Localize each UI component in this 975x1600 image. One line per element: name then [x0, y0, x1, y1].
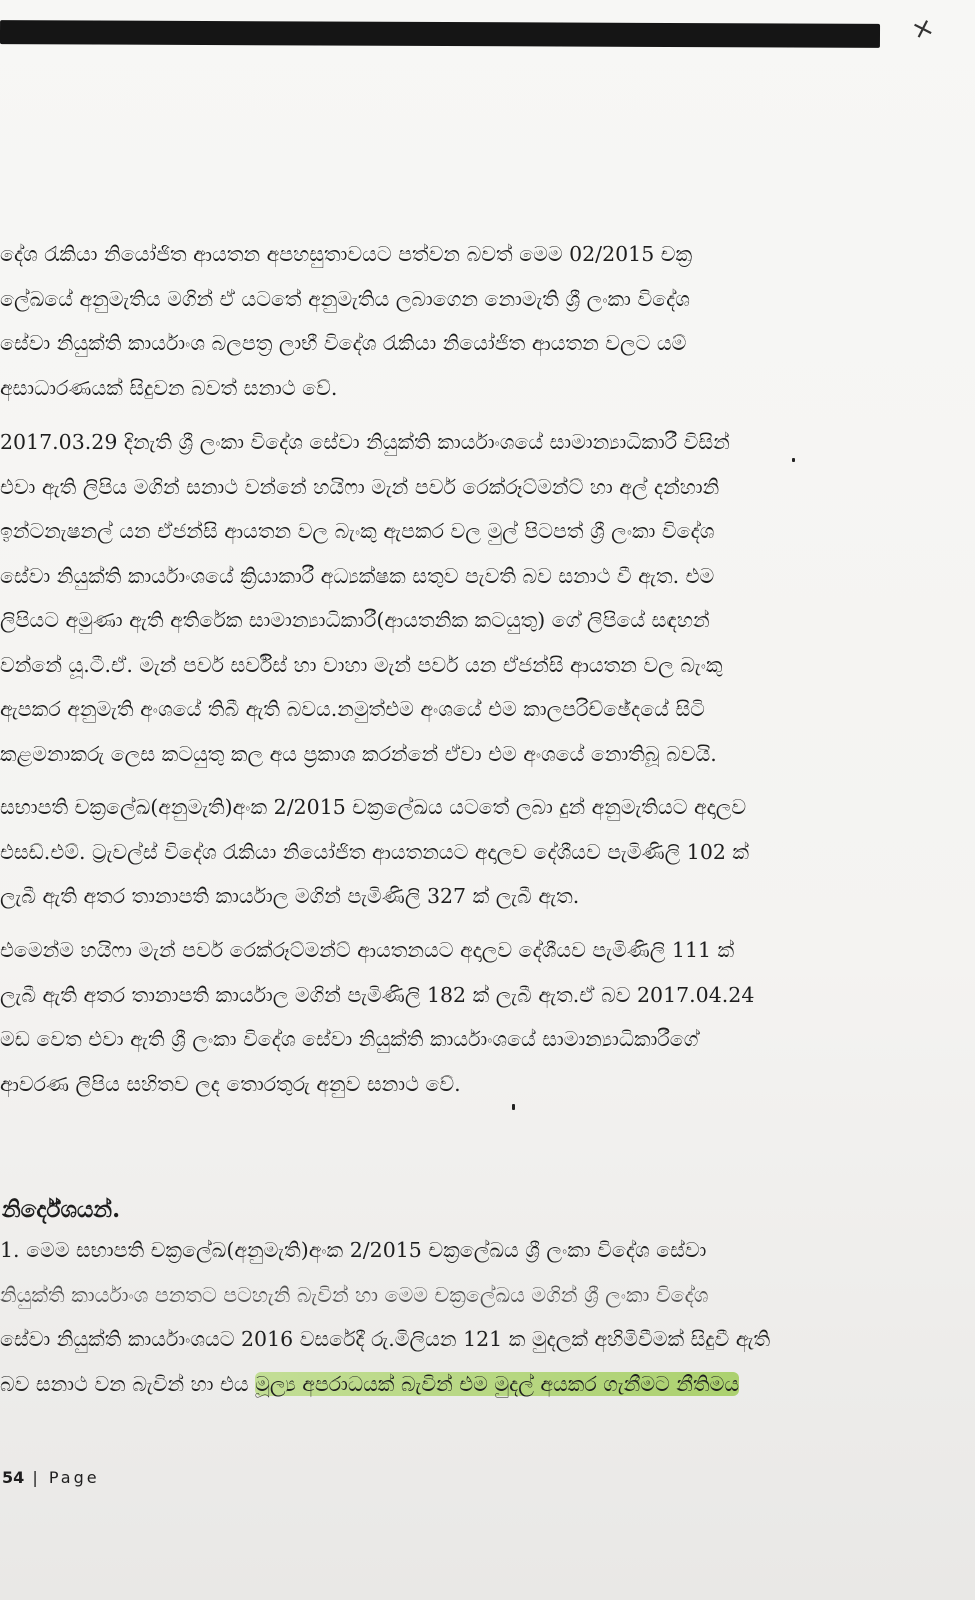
corner-tick-mark: × [907, 11, 938, 47]
text-line: ආවරණ ලිපිය සහිතව ලද තොරතුරු අනුව සනාථ වේ. [0, 1071, 461, 1096]
top-binding-strip [0, 20, 880, 48]
text-line: ලැබී ඇති අතර තානාපති කාර්යාල මගින් පැමිණිලි 182 ක් ලැබී ඇත.ඒ බව 2017.04.24 [0, 982, 755, 1007]
recommendation-1 [0, 1228, 800, 1406]
paragraph-3 [0, 785, 800, 919]
text-line: ඇපකර අනුමැති අංශයේ තිබී ඇති බවය.නමුත්එම අංශයේ එම කාලපරිච්ඡේදයේ සිටි [0, 697, 705, 721]
highlighted-text: මූල්‍ය අපරාධයක් බැවින් එම මුදල් අයකර ගැනීමට නීතිමය [255, 1371, 740, 1396]
text-line: කළමනාකරු ලෙස කටයුතු කල අය ප්‍රකාශ කරන්නේ ඒවා එම අංශයේ නොතිබූ බවයි. [0, 741, 717, 766]
text-line: 1. මෙම සභාපති චක්‍රලේඛ(අනුමැති)අංක 2/2015 චක්‍රලේඛය ශ්‍රී ලංකා විදේශ සේවා [0, 1238, 707, 1262]
text-line: සේවා නියුක්ති කාර්යාංශයේ ක්‍රියාකාරී අධ්‍යක්ෂක සතුව පැවති බව සනාථ වී ඇත. එම [0, 563, 715, 588]
text-line: වන්නේ යූ.ටී.ඒ. මැන් පවර් සර්විස් හා වාහා මැන් පවර් යන ඒජන්සි ආයතන වල බැංකු [0, 652, 723, 677]
text-line: එසඩ්.එම්. ට්‍රැවල්ස් විදේශ රැකියා නියෝජිත ආයතනයට අදාලව දේශීයව පැමිණිලි 102 ක් [0, 839, 750, 864]
footer-page-label: Page [48, 1468, 100, 1487]
text-line [0, 1362, 800, 1407]
page-number: 54 [2, 1468, 25, 1487]
text-line: සභාපති චක්‍රලේඛ(අනුමැති)අංක 2/2015 චක්‍රලේඛය යටතේ ලබා දුන් අනුමැතියට අදාලව [0, 795, 747, 819]
text-line: එවා ඇති ලිපිය මගින් සනාථ වන්නේ හයිෆා මැන් පවර් රෙක්රූට්මන්ට් හා අල් දන්හානි [0, 474, 720, 499]
paragraph-2 [0, 420, 800, 776]
text-line: ලේඛයේ අනුමැතිය මගින් ඒ යටතේ අනුමැතිය ලබාගෙන නොමැති ශ්‍රී ලංකා විදේශ [0, 286, 690, 311]
text-plain: බව සනාථ වන බැවින් හා එය [0, 1371, 256, 1396]
text-line: මඩ වෙත එවා ඇති ශ්‍රී ලංකා විදේශ සේවා නියුක්ති කාර්යාංශයේ සාමාන්‍යාධිකාරීගේ [0, 1027, 699, 1051]
paragraph-4 [0, 928, 800, 1106]
text-line: ලිපියට අමුණා ඇති අතිරේක සාමාන්‍යාධිකාරී(ආයතනික කටයුතු) ගේ ලිපියේ සඳහන් [0, 608, 710, 632]
text-line: ලැබී ඇති අතර තානාපති කාර්යාල මගින් පැමිණිලි 327 ක් ලැබී ඇත. [0, 884, 580, 908]
text-line: අසාධාරණයක් සිදුවන බවත් සනාථ වේ. [0, 375, 338, 400]
text-line: ඉන්ටනැෂනල් යන ඒජන්සි ආයතන වල බැංකු ඇපකර වල මුල් පිටපත් ශ්‍රී ලංකා විදේශ [0, 519, 715, 543]
stray-mark [792, 458, 795, 462]
text-line: දේශ රැකියා නියෝජිත ආයතන අපහසුතාවයට පත්වන බවත් මෙම 02/2015 චක්‍ර [0, 242, 693, 266]
text-line: සේවා නියුක්ති කාර්යාංශ බලපත්‍ර ලාභී විදේශ රැකියා නියෝජිත ආයතන වලට යම් [0, 331, 687, 355]
text-line: සේවා නියුක්ති කාර්යාංශයට 2016 වසරේදී රු.මිලියන 121 ක මුදලක් අහිමිවීමක් සිදුවී ඇති [0, 1327, 771, 1351]
section-heading: නිර්දේශයන්. [2, 1196, 121, 1223]
footer-separator: | [32, 1468, 41, 1487]
page-footer [2, 1468, 100, 1487]
paragraph-1 [0, 232, 800, 410]
text-line: එමෙන්ම හයිෆා මැන් පවර් රෙක්රූට්මන්ට් ආයතනයට අදාලව දේශීයව පැමිණිලි 111 ක් [0, 938, 735, 962]
stray-mark [512, 1104, 515, 1110]
text-line: නියුක්ති කාර්යාංශ පනතට පටහැනි බැවින් හා මෙම චක්‍රලේඛය මගින් ශ්‍රී ලංකා විදේශ [0, 1282, 709, 1307]
text-line: 2017.03.29 දිනැති ශ්‍රී ලංකා විදේශ සේවා නියුක්ති කාර්යාංශයේ සාමාන්‍යාධිකාරී විසින් [0, 430, 730, 454]
